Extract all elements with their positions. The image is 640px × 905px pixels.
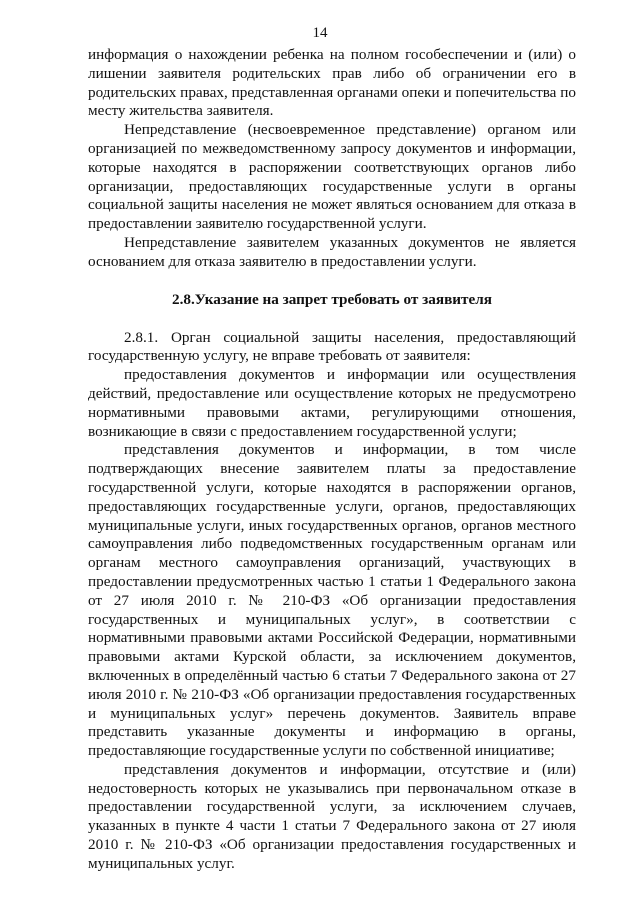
page-number: 14 — [312, 25, 328, 41]
paragraph-2-8-1: 2.8.1. Орган социальной защиты населения, предоставляющий государственную услугу, не вправе требовать от заявителя: — [88, 328, 576, 365]
paragraph-prohibition-unlisted-documents: представления документов и информации, отсутствие и (или) недостоверность которых не указывались при первоначальном отказе в предоставлении государственной услуги, за исключением случаев, указанных в пункте 4 части 1 статьи 7 Федерального закона от 27 июля 2010 г. № 210-ФЗ «Об организации предоставления государственных и муниципальных услуг. — [88, 760, 576, 872]
paragraph-prohibition-held-documents: представления документов и информации, в том числе подтверждающих внесение заявителем платы за предоставление государственной услуги, которые находятся в распоряжении органов, предоставляющих государственные услуги, органов, предоставляющих муниципальные услуги, иных государственных органов, органов местного самоуправления либо подведомственных государственным органам или органам местного самоуправления организаций, участвующих в предоставлении предусмотренных частью 1 статьи 1 Федерального закона от 27 июля 2010 г. № 210-ФЗ «Об организации предоставления государственных и муниципальных услуг», в соответствии с нормативными правовыми актами Российской Федерации, нормативными правовыми актами Курской области, за исключением документов, включенных в определённый частью 6 статьи 7 Федерального закона от 27 июля 2010 г. № 210-ФЗ «Об организации предоставления государственных и муниципальных услуг» перечень документов. Заявитель вправе представить указанные документы и информацию в органы, предоставляющие государственные услуги по собственной инициативе; — [88, 441, 576, 760]
paragraph-non-submission-by-agency: Непредставление (несвоевременное представление) органом или организацией по межведомственному запросу документов и информации, которые находятся в распоряжении соответствующих органов либо организации, предоставляющих государственные услуги в органы социальной защиты населения не может являться основанием для отказа в предоставлении заявителю государственной услуги. — [88, 121, 576, 233]
section-heading: 2.8.Указание на запрет требовать от заявителя — [172, 290, 492, 308]
document-body — [88, 46, 576, 874]
paragraph-guardianship-info: информация о нахождении ребенка на полном гособеспечении и (или) о лишении заявителя родительских прав либо об ограничении его в родительских правах, представленная органами опеки и попечительства по месту жительства заявителя. — [88, 46, 576, 120]
paragraph-prohibition-documents-actions: предоставления документов и информации или осуществления действий, предоставление или осуществление которых не предусмотрено нормативными правовыми актами, регулирующими отношения, возникающие в связи с предоставлением государственной услуги; — [88, 366, 576, 440]
paragraph-non-submission-by-applicant: Непредставление заявителем указанных документов не является основанием для отказа заявителю в предоставлении услуги. — [88, 233, 576, 270]
